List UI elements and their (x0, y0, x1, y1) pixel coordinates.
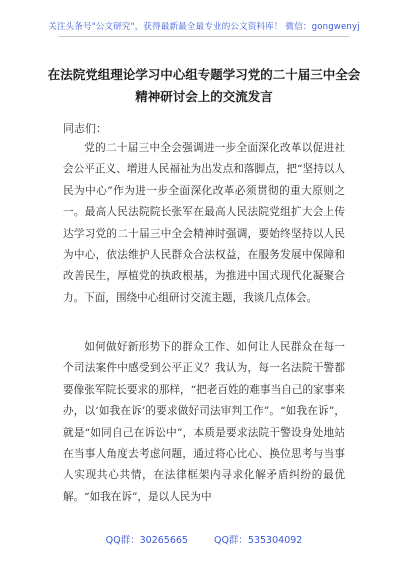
header-divider (58, 36, 350, 37)
footer-qq-group-1: QQ群：30265665 (105, 535, 188, 546)
title-line-2: 精神研讨会上的交流发言 (135, 89, 273, 104)
title-line-1: 在法院党组理论学习中心组专题学习党的二十届三中全会 (47, 67, 361, 82)
footer-qq-group-2: QQ群：535304092 (213, 535, 303, 546)
body-paragraph-2: 如何做好新形势下的群众工作、如何让人民群众在每一个司法案件中感受到公平正义？我认为，每一名法院干警都要像张军院长要求的那样，“把老百姓的难事当自己的家事来办，以‘如我在诉’的要求做好司法审判工作”。“如我在诉”，就是“如同自己在诉讼中”，本质是要求法院干警设身处地站在当事人角度去考虑问题，通过将心比心、换位思考与当事人实现共心共情，在法律框架内寻求化解矛盾纠纷的最优解。“如我在诉”，是以人民为中 (63, 341, 345, 503)
body-paragraph-1: 党的二十届三中全会强调进一步全面深化改革以促进社会公平正义、增进人民福祉为出发点和落脚点，把“坚持以人民为中心”作为进一步全面深化改革必须贯彻的重大原则之一。最高人民法院院长张军在最高人民法院党组扩大会上传达学习党的二十届三中全会精神时强调，要始终坚持以人民为中心，依法维护人民群众合法权益，在服务发展中保障和改善民生，厚植党的执政根基，为推进中国式现代化凝聚合力。下面，围绕中心组研讨交流主题，我谈几点体会。 (63, 142, 345, 304)
footer-contact (0, 532, 408, 546)
header-banner: 关注头条号"公文研究"，获得最新最全最专业的公文资料库！ 微信：gongwenyj (48, 22, 360, 32)
salutation: 同志们： (63, 122, 107, 135)
document-title (40, 64, 368, 108)
